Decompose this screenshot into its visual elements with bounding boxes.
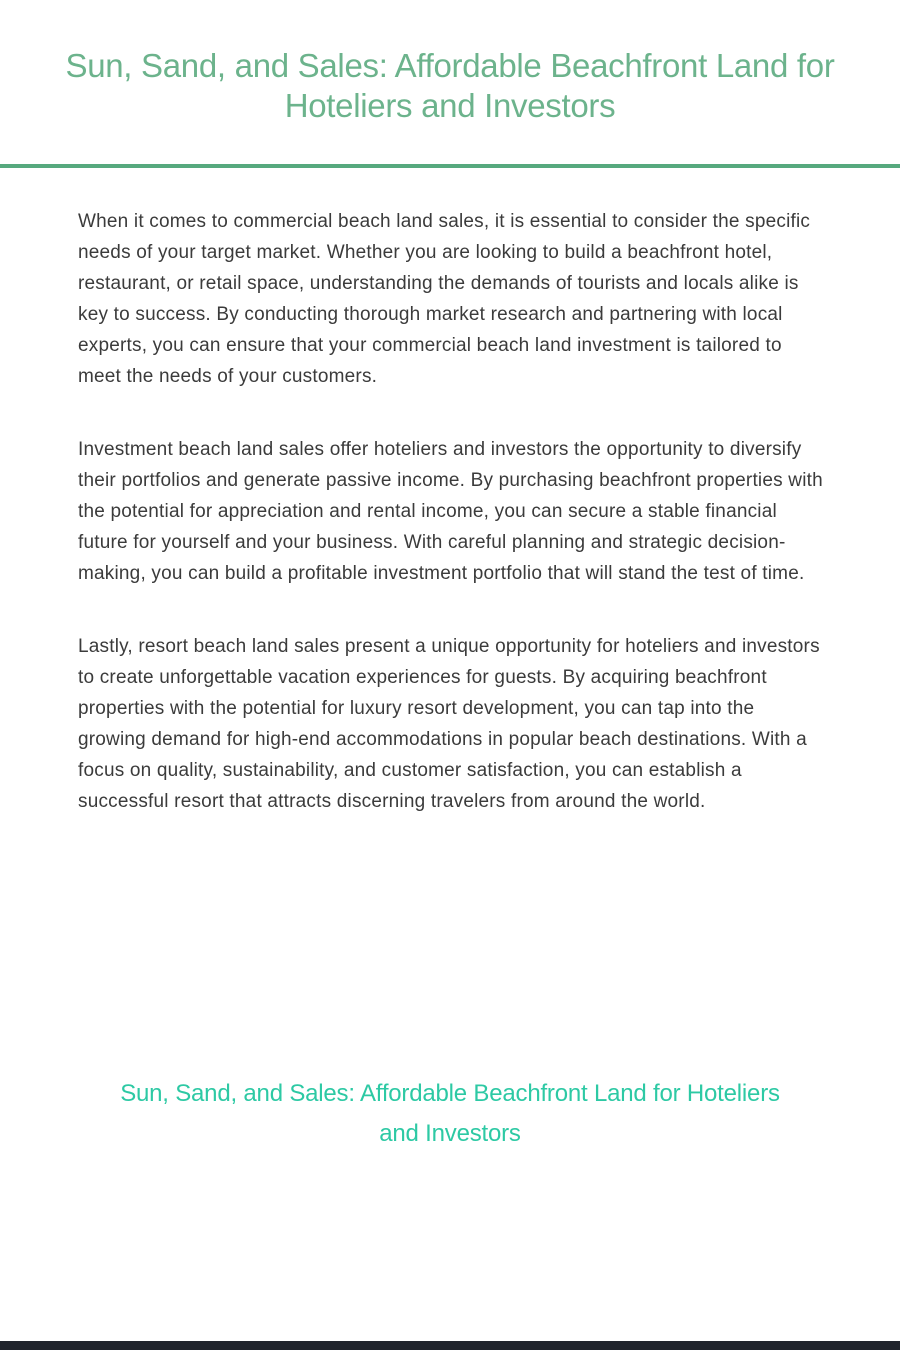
footer-title: Sun, Sand, and Sales: Affordable Beachfront Land for Hoteliers and Investors xyxy=(120,1080,780,1147)
page-header xyxy=(0,0,900,164)
page-title: Sun, Sand, and Sales: Affordable Beachfront Land for Hoteliers and Investors xyxy=(65,47,835,124)
article-paragraph: When it comes to commercial beach land sales, it is essential to consider the specific needs of your target market. Whether you are looking to build a beachfront hotel, restaurant, or retail space, understanding the demands of tourists and locals alike is key to success. By conducting thorough market research and partnering with local experts, you can ensure that your commercial beach land investment is tailored to meet the needs of your customers. xyxy=(78,211,811,387)
footer-bar xyxy=(0,1341,900,1350)
article-paragraph: Investment beach land sales offer hoteliers and investors the opportunity to diversify their portfolios and generate passive income. By purchasing beachfront properties with the potential for appreciation and rental income, you can secure a stable financial future for yourself and your business. With careful planning and strategic decision-making, you can build a profitable investment portfolio that will stand the test of time. xyxy=(78,439,823,584)
article-paragraph: Lastly, resort beach land sales present a unique opportunity for hoteliers and investors to create unforgettable vacation experiences for guests. By acquiring beachfront properties with the potential for luxury resort development, you can tap into the growing demand for high-end accommodations in popular beach destinations. With a focus on quality, sustainability, and customer satisfaction, you can establish a successful resort that attracts discerning travelers from around the world. xyxy=(78,636,820,812)
article-body xyxy=(0,168,900,817)
